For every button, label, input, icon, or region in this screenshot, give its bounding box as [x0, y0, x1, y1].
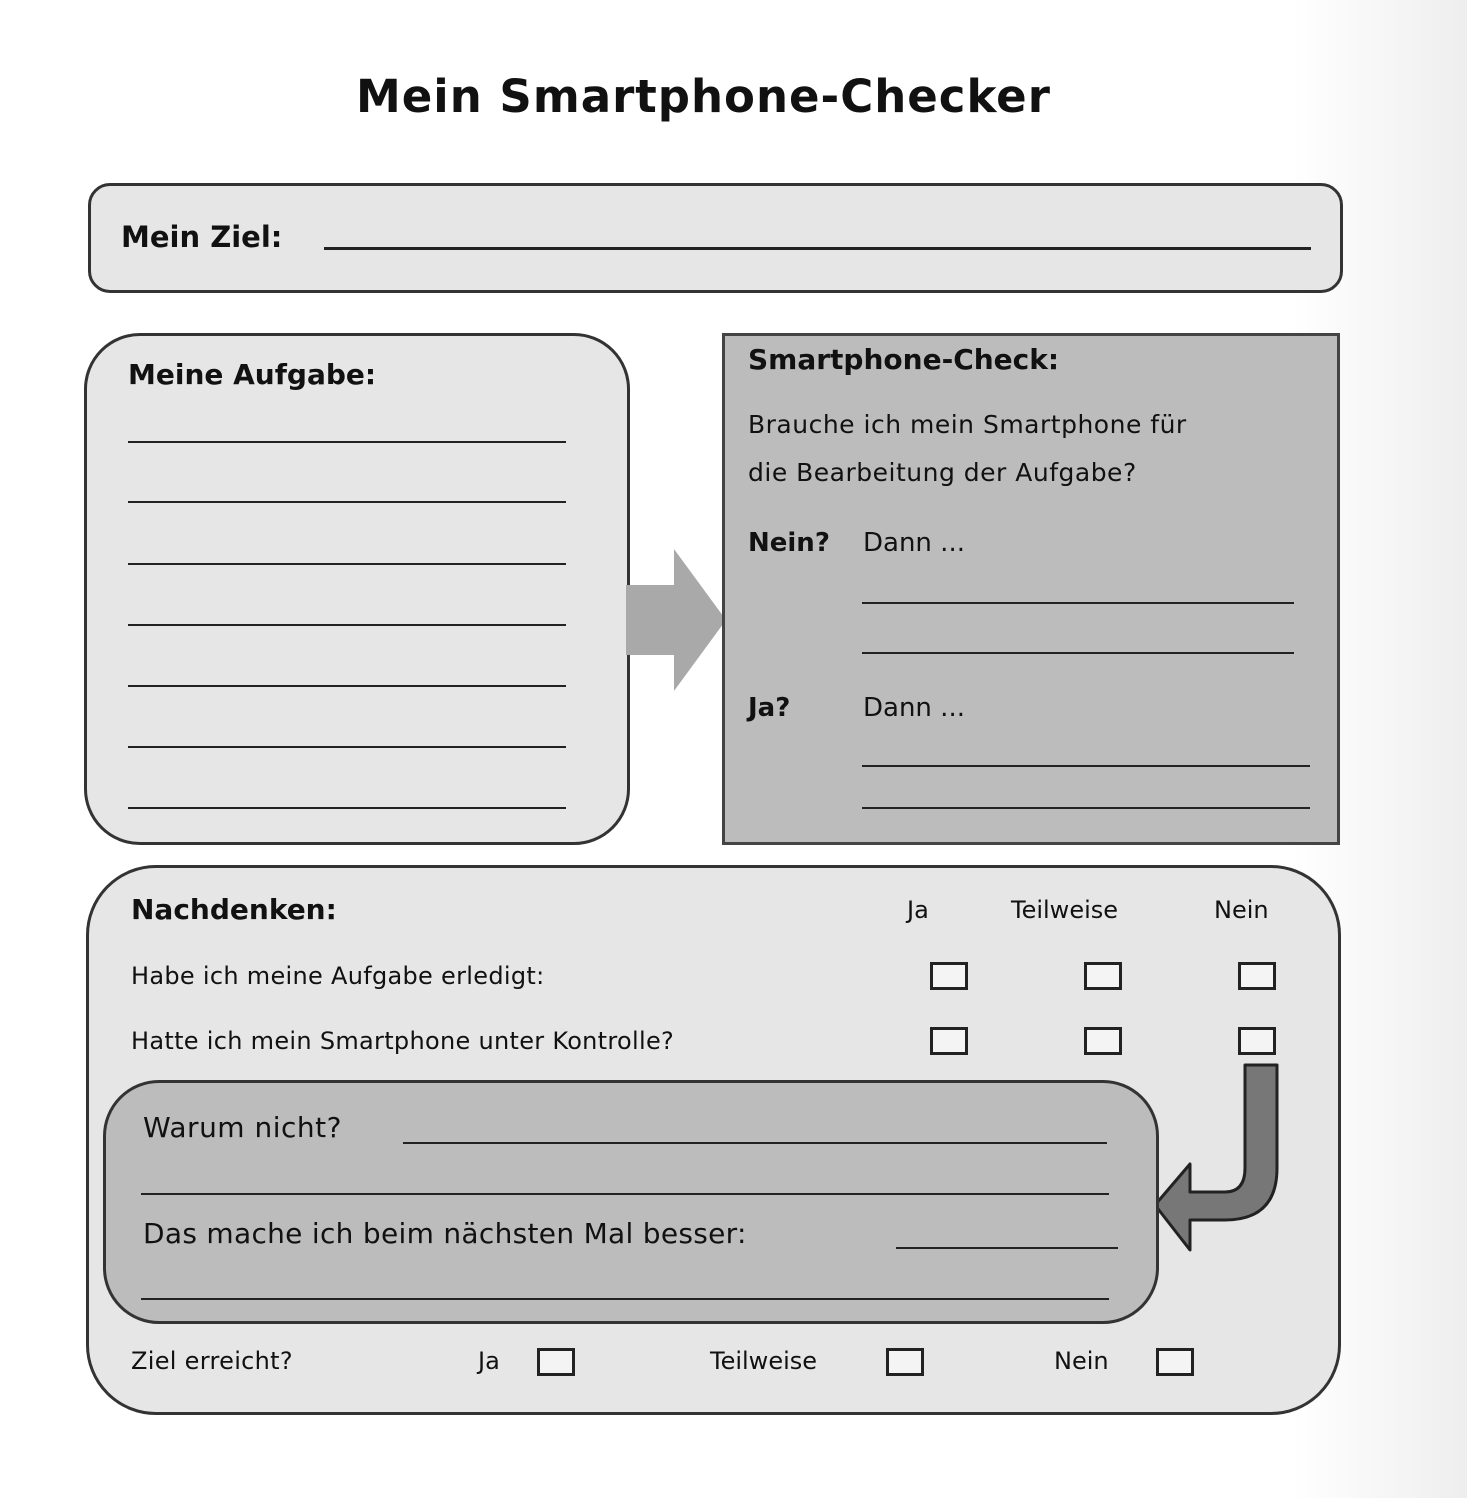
improve-line[interactable]: [896, 1247, 1118, 1249]
why-not-line[interactable]: [403, 1142, 1107, 1144]
task-line[interactable]: [128, 807, 566, 809]
task-done-nein-checkbox[interactable]: [1238, 962, 1276, 990]
goal-label: Mein Ziel:: [121, 220, 283, 254]
check-yes-line[interactable]: [862, 765, 1310, 767]
phone-control-nein-checkbox[interactable]: [1238, 1027, 1276, 1055]
improve-label: Das mache ich beim nächsten Mal besser:: [143, 1217, 747, 1250]
check-question-line1: Brauche ich mein Smartphone für: [748, 410, 1187, 439]
task-label: Meine Aufgabe:: [128, 358, 377, 391]
check-yes-label: Ja?: [748, 693, 791, 723]
task-line[interactable]: [128, 563, 566, 565]
check-no-line[interactable]: [862, 602, 1294, 604]
reflection-heading: Nachdenken:: [131, 893, 337, 926]
right-arrow-icon: [626, 545, 730, 695]
task-done-ja-checkbox[interactable]: [930, 962, 968, 990]
goal-reached-ja-checkbox[interactable]: [537, 1348, 575, 1376]
check-yes-line[interactable]: [862, 807, 1310, 809]
check-yes-then: Dann ...: [863, 693, 965, 723]
task-line[interactable]: [128, 746, 566, 748]
goal-reached-label: Ziel erreicht?: [131, 1347, 293, 1375]
task-line[interactable]: [128, 501, 566, 503]
column-header-teilweise: Teilweise: [1011, 896, 1119, 924]
check-no-then: Dann ...: [863, 528, 965, 558]
task-line[interactable]: [128, 441, 566, 443]
goal-input-line[interactable]: [324, 247, 1311, 250]
goal-reached-nein-label: Nein: [1054, 1347, 1109, 1375]
goal-reached-teilweise-label: Teilweise: [710, 1347, 818, 1375]
task-done-teilweise-checkbox[interactable]: [1084, 962, 1122, 990]
column-header-ja: Ja: [907, 896, 929, 924]
goal-reached-teilweise-checkbox[interactable]: [886, 1348, 924, 1376]
task-line[interactable]: [128, 624, 566, 626]
page-title: Mein Smartphone-Checker: [356, 70, 1051, 123]
task-line[interactable]: [128, 685, 566, 687]
column-header-nein: Nein: [1214, 896, 1269, 924]
question-phone-control: Hatte ich mein Smartphone unter Kontrolle?: [131, 1027, 675, 1055]
improve-line-2[interactable]: [141, 1298, 1109, 1300]
phone-control-teilweise-checkbox[interactable]: [1084, 1027, 1122, 1055]
goal-reached-nein-checkbox[interactable]: [1156, 1348, 1194, 1376]
return-arrow-icon: [1150, 1060, 1290, 1255]
why-not-line-2[interactable]: [141, 1193, 1109, 1195]
check-no-label: Nein?: [748, 528, 830, 558]
check-question-line2: die Bearbeitung der Aufgabe?: [748, 458, 1137, 487]
phone-control-ja-checkbox[interactable]: [930, 1027, 968, 1055]
question-task-done: Habe ich meine Aufgabe erledigt:: [131, 962, 545, 990]
task-box: [84, 333, 630, 845]
goal-reached-ja-label: Ja: [478, 1347, 500, 1375]
why-not-label: Warum nicht?: [143, 1111, 342, 1144]
check-heading: Smartphone-Check:: [748, 343, 1060, 376]
check-no-line[interactable]: [862, 652, 1294, 654]
